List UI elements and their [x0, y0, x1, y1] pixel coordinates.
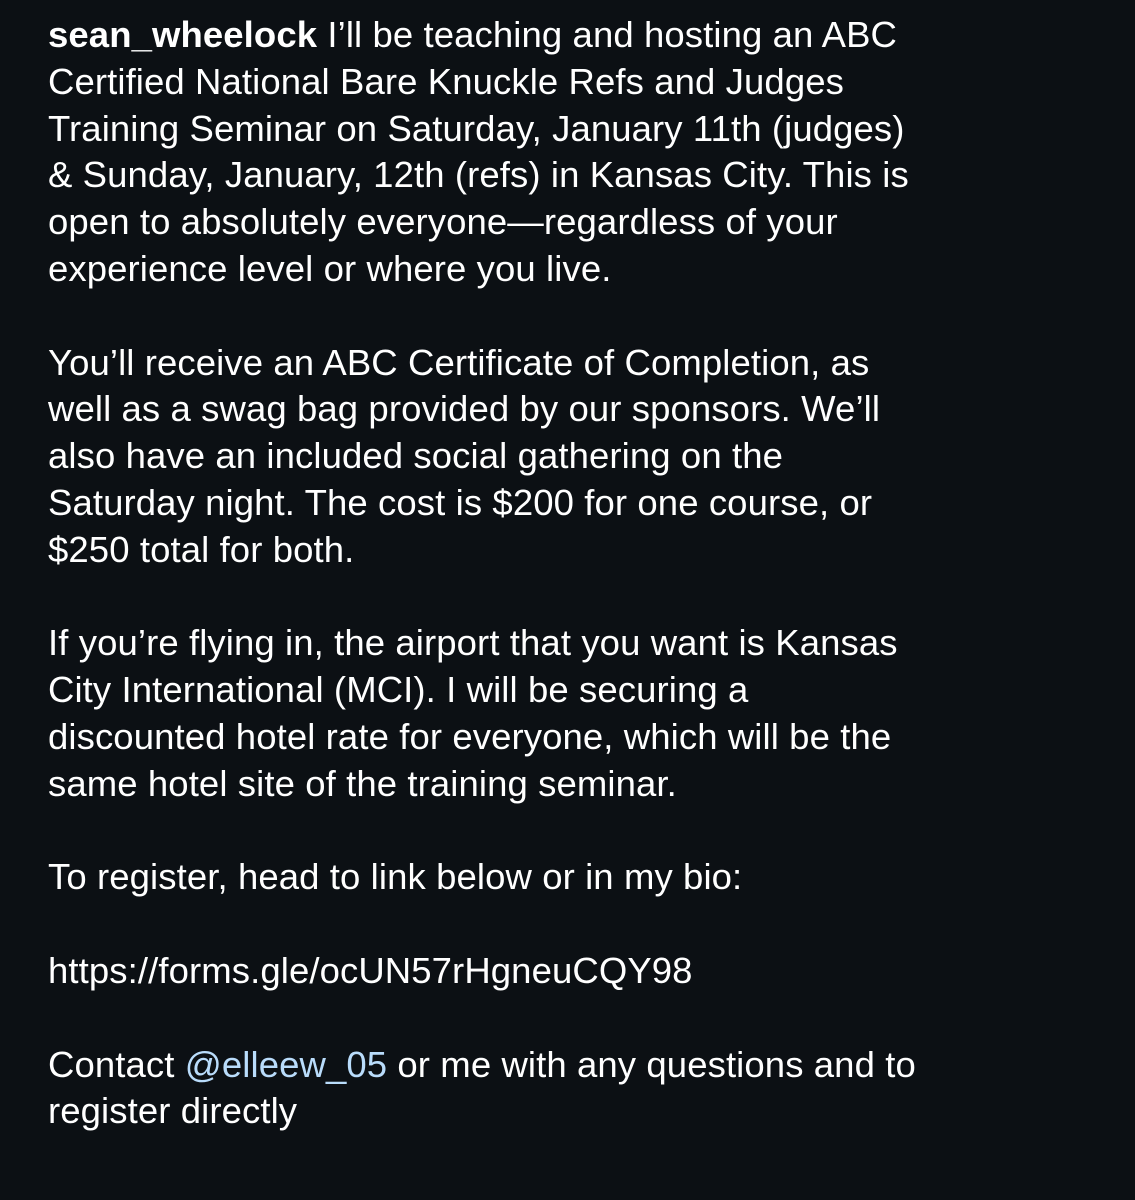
registration-link[interactable]: https://forms.gle/ocUN57rHgneuCQY98	[48, 949, 693, 991]
caption-paragraph-3: If you’re flying in, the airport that you want is Kansas City International (MCI). I will be securing a discounted hotel rate for everyone, which will be the same hotel site of the training seminar.	[48, 622, 898, 804]
mention-link[interactable]: @elleew_05	[184, 1043, 388, 1085]
caption-paragraph-link	[48, 948, 1118, 995]
caption-intro-text: I’ll be teaching and hosting an ABC Certified National Bare Knuckle Refs and Judges Training Seminar on Saturday, January 11th (judges) & Sunday, January, 12th (refs) in Kansas City. This is open to absolutely everyone—regardless of your experience level or where you live.	[48, 14, 909, 289]
contact-prefix: Contact	[48, 1043, 185, 1085]
post-caption	[48, 12, 1118, 1182]
caption-paragraph-contact	[48, 1042, 1118, 1136]
caption-paragraph-intro	[48, 12, 1118, 293]
username-link[interactable]: sean_wheelock	[48, 14, 318, 55]
contact-suffix: or me with any questions and to register directly	[48, 1043, 916, 1132]
caption-paragraph-2: You’ll receive an ABC Certificate of Completion, as well as a swag bag provided by our sponsors. We’ll also have an included social gathering on the Saturday night. The cost is $200 for one course, or $250 total for both.	[48, 341, 881, 570]
caption-paragraph-4: To register, head to link below or in my bio:	[48, 856, 743, 898]
